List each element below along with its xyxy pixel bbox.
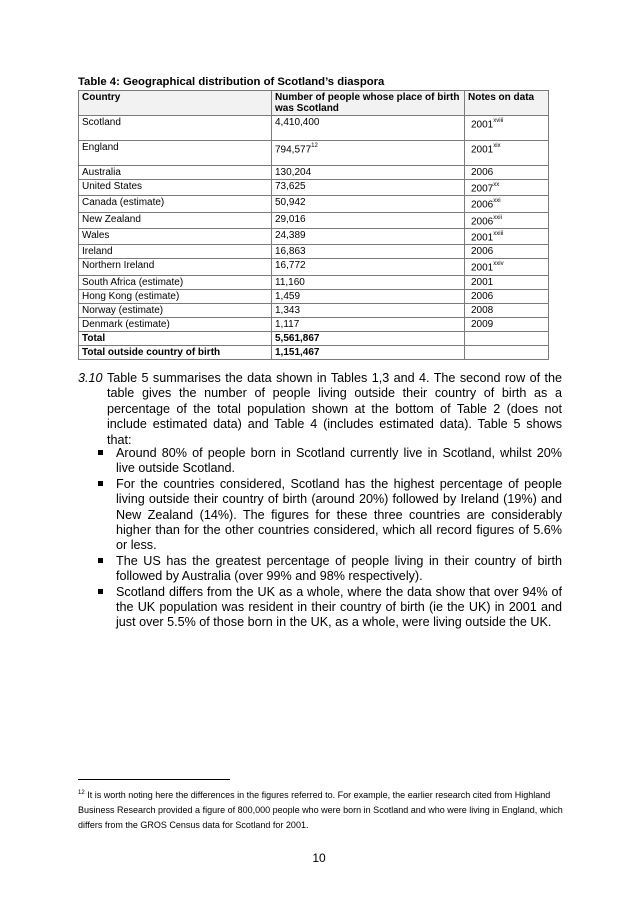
cell-country (79, 180, 272, 196)
notes-footnote-ref: xxi (493, 198, 501, 205)
cell-notes (465, 331, 549, 345)
cell-country-text: Wales (82, 229, 110, 241)
cell-notes-text: 2001 (471, 144, 494, 156)
cell-country (79, 116, 272, 141)
footnote-divider (78, 779, 230, 780)
table-row (79, 331, 549, 345)
cell-country-text: Norway (estimate) (82, 304, 164, 316)
table-row (79, 116, 549, 141)
diaspora-table (78, 90, 549, 360)
table-header-row (79, 91, 549, 116)
footnote (78, 786, 564, 833)
table-row (79, 166, 549, 180)
cell-notes (465, 317, 549, 331)
cell-notes-text: 2009 (471, 318, 494, 330)
cell-number-text: 1,343 (275, 304, 301, 316)
cell-notes (465, 245, 549, 259)
cell-notes-text: 2008 (471, 304, 494, 316)
notes-footnote-ref: xxiii (493, 230, 504, 237)
table-row (79, 317, 549, 331)
cell-country (79, 141, 272, 166)
cell-notes (465, 212, 549, 228)
table-row (79, 141, 549, 166)
table-row (79, 245, 549, 259)
cell-notes (465, 180, 549, 196)
cell-number (272, 345, 465, 359)
cell-country (79, 166, 272, 180)
cell-notes (465, 289, 549, 303)
cell-notes-text: 2001 (471, 119, 494, 131)
cell-number (272, 317, 465, 331)
cell-country (79, 345, 272, 359)
cell-number-text: 16,772 (275, 260, 306, 272)
cell-notes (465, 228, 549, 244)
cell-number (272, 245, 465, 259)
cell-notes (465, 259, 549, 275)
square-bullet-icon (98, 481, 103, 486)
cell-country-text: Canada (estimate) (82, 197, 165, 209)
bullet-item (78, 585, 562, 631)
cell-number-text: 24,389 (275, 229, 306, 241)
cell-notes (465, 345, 549, 359)
cell-number-text: 73,625 (275, 181, 306, 192)
cell-country-text: United States (82, 181, 143, 192)
cell-number (272, 331, 465, 345)
bullet-item (78, 477, 562, 554)
column-header-number: Number of people whose place of birth was Scotland (272, 91, 465, 116)
cell-country (79, 275, 272, 289)
cell-country (79, 228, 272, 244)
table-row (79, 212, 549, 228)
cell-country-text: Northern Ireland (82, 260, 155, 272)
number-footnote-ref: 12 (311, 143, 318, 149)
cell-country (79, 245, 272, 259)
cell-number-text: 794,577 (275, 144, 312, 156)
square-bullet-icon (98, 558, 103, 563)
table-row (79, 180, 549, 196)
cell-country-text: New Zealand (82, 213, 141, 225)
section-number: 3.10 (78, 371, 103, 385)
table-row (79, 275, 549, 289)
table-row (79, 303, 549, 317)
notes-footnote-ref: xx (493, 182, 500, 188)
section-3-10 (78, 371, 562, 448)
table-title: Table 4: Geographical distribution of Scotland’s diaspora (78, 76, 385, 88)
cell-notes (465, 275, 549, 289)
table-row (79, 345, 549, 359)
cell-number (272, 116, 465, 141)
bullet-text: Around 80% of people born in Scotland currently live in Scotland, whilst 20% live outside Scotland. (116, 446, 562, 476)
cell-number-text: 1,117 (275, 318, 300, 330)
cell-country (79, 212, 272, 228)
cell-number-text: 29,016 (275, 213, 306, 225)
cell-notes-text: 2006 (471, 167, 494, 178)
cell-notes-text: 2001 (471, 232, 494, 244)
table-body (79, 116, 549, 360)
cell-notes-text: 2001 (471, 262, 494, 274)
cell-number (272, 303, 465, 317)
cell-country-text: South Africa (estimate) (82, 276, 184, 288)
bullet-item (78, 554, 562, 585)
cell-notes (465, 196, 549, 212)
cell-number-text: 1,151,467 (275, 346, 320, 358)
notes-footnote-ref: xxiv (493, 261, 504, 268)
cell-number-text: 130,204 (275, 167, 312, 178)
cell-number (272, 289, 465, 303)
cell-notes-text: 2006 (471, 246, 494, 258)
cell-country (79, 303, 272, 317)
cell-country (79, 289, 272, 303)
cell-number-text: 4,410,400 (275, 117, 320, 128)
cell-country (79, 196, 272, 212)
cell-number (272, 228, 465, 244)
cell-number (272, 212, 465, 228)
section-paragraph: Table 5 summarises the data shown in Tables 1,3 and 4. The second row of the table gives the number of people living outside their country of birth as a percentage of the total population shown at the bottom of Table 2 (does not include estimated data) and Table 4 (includes estimated data). Table 5 shows that: (107, 371, 562, 447)
cell-number-text: 5,561,867 (275, 332, 320, 344)
cell-number (272, 259, 465, 275)
table-row (79, 196, 549, 212)
cell-country-text: Australia (82, 167, 121, 178)
footnote-text: It is worth noting here the differences in the figures referred to. For example, the earlier research cited from Highland Business Research provided a figure of 800,000 people who were born in Scotland and who were living in England, which differs from the GROS Census data for Scotland for 2001. (78, 790, 563, 830)
square-bullet-icon (98, 589, 103, 594)
notes-footnote-ref: xviii (493, 118, 504, 124)
cell-number (272, 275, 465, 289)
cell-country-text: Hong Kong (estimate) (82, 290, 180, 302)
cell-country (79, 259, 272, 275)
cell-notes (465, 166, 549, 180)
cell-country-text: England (82, 142, 119, 153)
cell-country-text: Total (82, 332, 106, 344)
cell-number (272, 180, 465, 196)
column-header-notes: Notes on data (465, 91, 549, 116)
footnote-marker: 12 (78, 790, 85, 796)
bullet-text: The US has the greatest percentage of people living in their country of birth followed by Australia (over 99% and 98% respectively). (116, 553, 562, 584)
bullet-item (78, 446, 562, 477)
table-row (79, 289, 549, 303)
cell-number (272, 196, 465, 212)
notes-footnote-ref: xix (493, 143, 501, 149)
cell-country (79, 331, 272, 345)
table-row (79, 259, 549, 275)
cell-number (272, 166, 465, 180)
cell-notes (465, 116, 549, 141)
cell-number-text: 16,863 (275, 246, 306, 258)
cell-country-text: Ireland (82, 246, 113, 258)
notes-footnote-ref: xxii (493, 214, 502, 221)
cell-notes (465, 303, 549, 317)
cell-number (272, 141, 465, 166)
cell-number-text: 1,459 (275, 290, 301, 302)
bullet-text: Scotland differs from the UK as a whole, where the data show that over 94% of the UK population was resident in their country of birth (ie the UK) in 2001 and just over 5.5% of those born in the UK, as a whole, were living outside the UK. (116, 584, 562, 630)
page-number: 10 (312, 851, 326, 865)
cell-notes (465, 141, 549, 166)
cell-notes-text: 2006 (471, 199, 494, 211)
cell-notes-text: 2007 (471, 183, 494, 195)
cell-notes-text: 2006 (471, 290, 494, 302)
column-header-country: Country (79, 91, 272, 116)
cell-country-text: Denmark (estimate) (82, 318, 170, 330)
cell-number-text: 50,942 (275, 197, 306, 209)
cell-number-text: 11,160 (275, 276, 305, 288)
cell-notes-text: 2006 (471, 215, 494, 227)
bullet-text: For the countries considered, Scotland has the highest percentage of people living outside their country of birth (around 20%) followed by Ireland (19%) and New Zealand (14%). The figures for these three countries are considerably higher than for the other countries considered, which all record figures of 5.6% or less. (116, 476, 562, 553)
square-bullet-icon (98, 450, 103, 455)
cell-country-text: Total outside country of birth (82, 346, 221, 358)
cell-notes-text: 2001 (471, 276, 494, 288)
bullet-list (78, 446, 562, 631)
cell-country-text: Scotland (82, 117, 121, 128)
table-row (79, 228, 549, 244)
cell-country (79, 317, 272, 331)
